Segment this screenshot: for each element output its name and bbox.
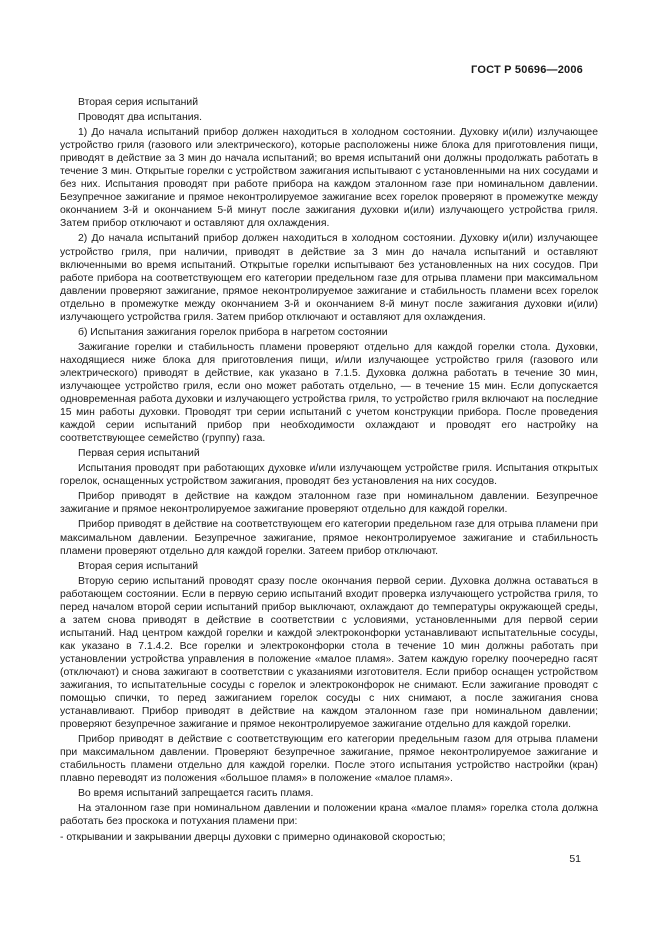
paragraph: Проводят два испытания. xyxy=(78,112,203,124)
document-body xyxy=(60,96,598,844)
page-number: 51 xyxy=(569,853,581,865)
paragraph: Прибор приводят в действие на каждом эталонном газе при номинальном давлении. Безупречное зажигание и прямое неконтролируемое зажигание проверяют отдельно для каждой горелки. xyxy=(60,491,598,516)
paragraph: Прибор приводят в действие на соответствующем его категории предельном газе для отрыва пламени при максимальном давлении. Безупречное зажигание, прямое неконтролируемое зажигание и стабильность пламени проверяют отдельно для каждой горелки. Затеем прибор отключают. xyxy=(60,519,598,557)
paragraph: Вторую серию испытаний проводят сразу после окончания первой серии. Духовка должна оставаться в работающем состоянии. Если в первую серию испытаний входит проверка излучающего устройства гриля, то перед началом второй серии испытаний прибор выключают, охлаждают до температуры окружающей среды, а затем снова приводят в действие в соответствии с условиями, установленными для первой серии испытаний. Над центром каждой горелки и каждой электроконфорки устанавливают испытательные сосуды, как указано в 7.1.4.2. Все горелки и электроконфорки стола в течение 10 мин должны работать при установлении устройства управления в положение «малое пламя». Затем каждую горелку поочередно гасят (отключают) и снова зажигают в соответствии с указаниями изготовителя. Если прибор оснащен устройством зажигания, то испытательные сосуды с горелок и электроконфорок не снимают. Если зажигание проводят с помощью спички, то перед зажиганием горелок сосуды с них снимают, а после зажигания снова устанавливают. Прибор приводят в действие на каждом эталонном газе при номинальном давлении; проверяют безупречное зажигание и прямое неконтролируемое зажигание отдельно для каждой горелки. xyxy=(60,575,598,731)
paragraph: Зажигание горелки и стабильность пламени проверяют отдельно для каждой горелки стола. Духовки, находящиеся ниже блока для приготовления пищи, и/или излучающее устройство гриля (газового или электрического) приводят в действие, как указано в 7.1.5. Духовка должна работать в течение 30 мин, излучающее устройство гриля, если оно может работать отдельно, — в течение 15 мин. Если допускается одновременная работа духовки и излучающего устройства гриля, то устройство гриля включают на последние 15 мин работы духовки. Проводят три серии испытаний с учетом конструкции прибора. После проведения каждой серии испытаний прибор при необходимости охлаждают и проводят его настройку на соответствующее семейство (группу) газа. xyxy=(60,341,598,445)
paragraph: На эталонном газе при номинальном давлении и положении крана «малое пламя» горелка стола должна работать без проскока и потухания пламени при: xyxy=(60,803,598,828)
paragraph: Прибор приводят в действие с соответствующим его категории предельным газом для отрыва пламени при максимальном давлении. Проверяют безупречное зажигание, прямое неконтролируемое зажигание и стабильность пламени отдельно для каждой горелки. После этого испытания устройство настройки (кран) плавно переводят из положения «большое пламя» в положение «малое пламя». xyxy=(60,734,598,785)
subheading-second-series-2: Вторая серия испытаний xyxy=(78,560,199,572)
document-standard-header: ГОСТ Р 50696—2006 xyxy=(471,64,583,76)
paragraph: Во время испытаний запрещается гасить пламя. xyxy=(78,788,314,800)
paragraph: 2) До начала испытаний прибор должен находиться в холодном состоянии. Духовку и(или) излучающее устройство гриля, при наличии, приводят в действие за 3 мин до начала испытаний и оставляют включенными во время испытаний. Открытые горелки испытывают без установленных на них сосудов. При работе прибора на соответствующем его категории предельном газе для отрыва пламени при максимальном давлении проверяют зажигание, прямое неконтролируемое зажигание и стабильность пламени всех горелок отдельно в промежутке между окончанием 3-й и окончанием 8-й минут после зажигания духовки и(или) излучающего устройства гриля. Затем прибор отключают и оставляют для охлаждения. xyxy=(60,233,598,323)
list-item: - открывании и закрывании дверцы духовки с примерно одинаковой скоростью; xyxy=(60,831,446,843)
subheading-first-series: Первая серия испытаний xyxy=(78,448,200,460)
subheading-second-series: Вторая серия испытаний xyxy=(78,97,199,108)
paragraph: 1) До начала испытаний прибор должен находиться в холодном состоянии. Духовку и(или) излучающее устройство гриля (газового или электрического), которые расположены ниже блока для приготовления пищи, приводят в действие за 3 мин до начала испытаний; во время испытаний они должны продолжать работать в течение 3 мин. Открытые горелки с устройством зажигания испытывают с установленными на них сосудами и без них. Испытания проводят при работе прибора на каждом эталонном газе при номинальном давлении. Безупречное зажигание и прямое неконтролируемое зажигание всех горелок проверяют в промежутке между окончанием 3-й и окончанием 5-й минут после зажигания духовки и(или) излучающего устройства гриля. Затем прибор отключают и оставляют для охлаждения. xyxy=(60,127,598,230)
paragraph-section-b: б) Испытания зажигания горелок прибора в нагретом состоянии xyxy=(78,326,388,338)
paragraph: Испытания проводят при работающих духовке и/или излучающем устройстве гриля. Испытания открытых горелок, оснащенных устройством зажигания, проводят без установления на них сосудов. xyxy=(60,463,598,488)
